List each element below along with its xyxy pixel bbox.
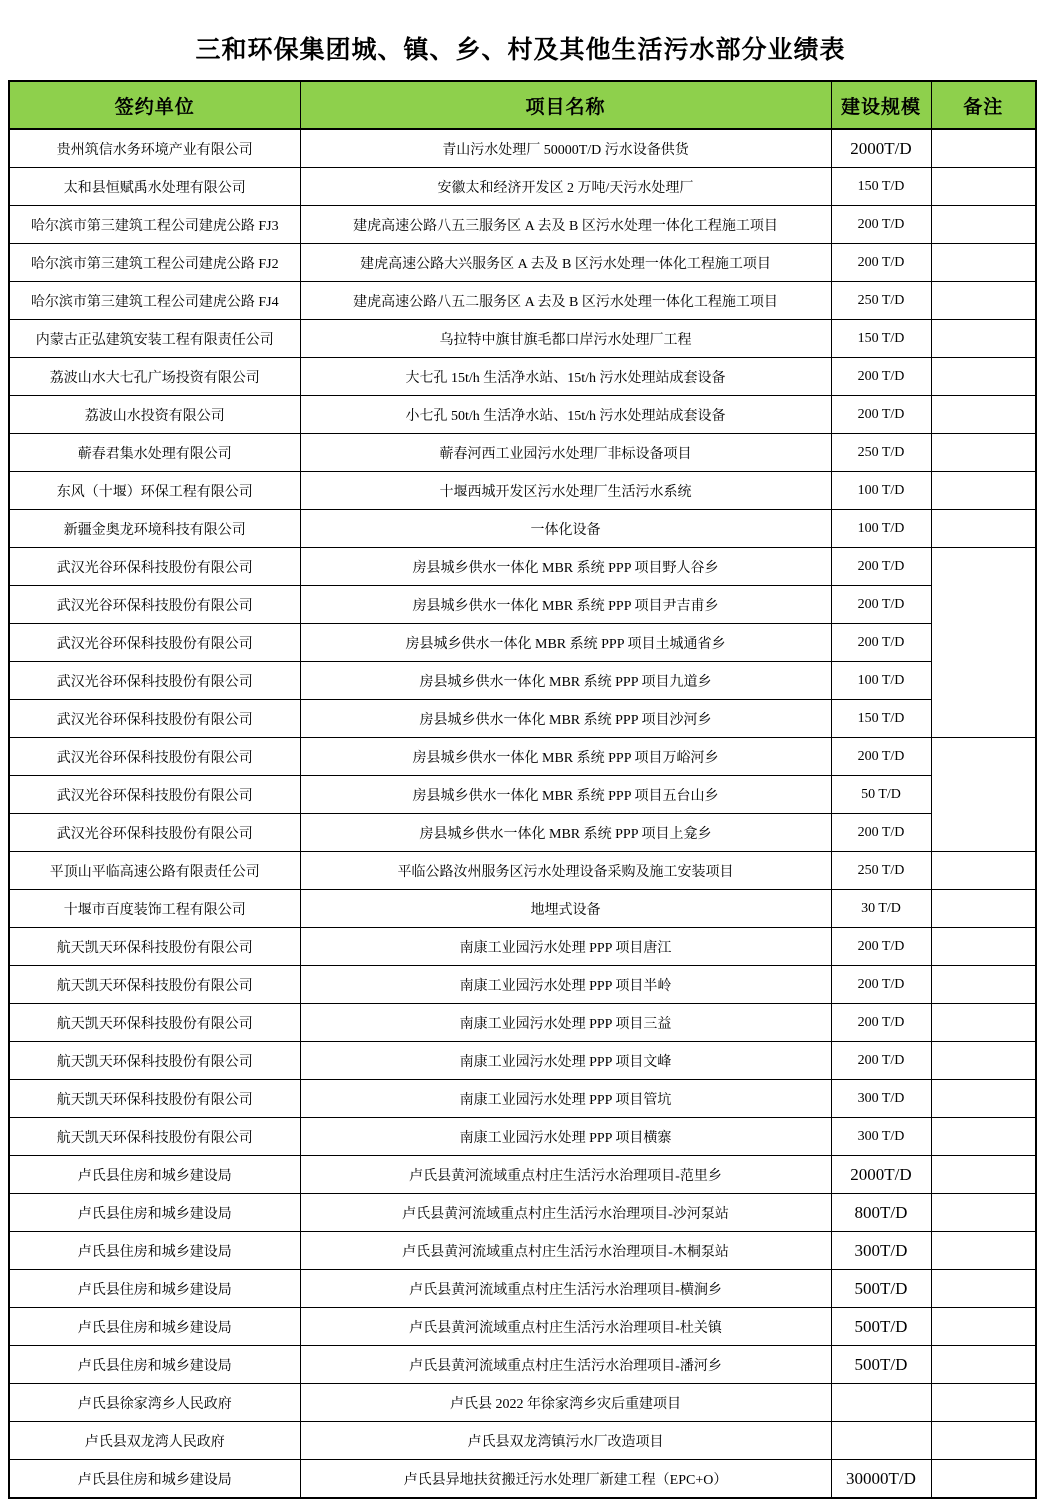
project-cell: 南康工业园污水处理 PPP 项目唐江 <box>300 928 831 966</box>
project-cell: 卢氏县黄河流域重点村庄生活污水治理项目-横涧乡 <box>300 1270 831 1308</box>
table-row <box>9 814 1036 852</box>
company-cell: 哈尔滨市第三建筑工程公司建虎公路 FJ4 <box>9 282 300 320</box>
project-cell: 大七孔 15t/h 生活净水站、15t/h 污水处理站成套设备 <box>300 358 831 396</box>
project-cell: 房县城乡供水一体化 MBR 系统 PPP 项目沙河乡 <box>300 700 831 738</box>
project-cell: 南康工业园污水处理 PPP 项目半岭 <box>300 966 831 1004</box>
table-row <box>9 510 1036 548</box>
company-cell: 航天凯天环保科技股份有限公司 <box>9 1080 300 1118</box>
table-row <box>9 738 1036 776</box>
remark-cell <box>931 966 1036 1004</box>
remark-cell <box>931 1460 1036 1499</box>
company-cell: 武汉光谷环保科技股份有限公司 <box>9 700 300 738</box>
table-row <box>9 1156 1036 1194</box>
project-cell: 房县城乡供水一体化 MBR 系统 PPP 项目上龛乡 <box>300 814 831 852</box>
scale-cell: 250 T/D <box>831 434 931 472</box>
project-cell: 卢氏县黄河流域重点村庄生活污水治理项目-沙河泵站 <box>300 1194 831 1232</box>
remark-cell <box>931 358 1036 396</box>
scale-cell: 200 T/D <box>831 396 931 434</box>
header-row <box>9 81 1036 129</box>
table-row <box>9 1270 1036 1308</box>
remark-cell <box>931 129 1036 168</box>
project-cell: 南康工业园污水处理 PPP 项目文峰 <box>300 1042 831 1080</box>
company-cell: 武汉光谷环保科技股份有限公司 <box>9 624 300 662</box>
table-row <box>9 1422 1036 1460</box>
scale-cell: 150 T/D <box>831 700 931 738</box>
scale-cell: 30000T/D <box>831 1460 931 1499</box>
project-cell: 房县城乡供水一体化 MBR 系统 PPP 项目九道乡 <box>300 662 831 700</box>
scale-cell: 100 T/D <box>831 662 931 700</box>
scale-cell: 500T/D <box>831 1308 931 1346</box>
project-cell: 安徽太和经济开发区 2 万吨/天污水处理厂 <box>300 168 831 206</box>
company-cell: 卢氏县双龙湾人民政府 <box>9 1422 300 1460</box>
scale-cell: 200 T/D <box>831 586 931 624</box>
scale-cell: 300T/D <box>831 1232 931 1270</box>
scale-cell: 2000T/D <box>831 1156 931 1194</box>
table-row <box>9 282 1036 320</box>
company-cell: 哈尔滨市第三建筑工程公司建虎公路 FJ3 <box>9 206 300 244</box>
remark-cell <box>931 1194 1036 1232</box>
remark-cell <box>931 396 1036 434</box>
table-row <box>9 700 1036 738</box>
company-cell: 十堰市百度装饰工程有限公司 <box>9 890 300 928</box>
project-cell: 建虎高速公路八五二服务区 A 去及 B 区污水处理一体化工程施工项目 <box>300 282 831 320</box>
remark-cell <box>931 472 1036 510</box>
company-cell: 航天凯天环保科技股份有限公司 <box>9 1118 300 1156</box>
column-header-project: 项目名称 <box>300 81 831 129</box>
scale-cell: 300 T/D <box>831 1080 931 1118</box>
company-cell: 卢氏县住房和城乡建设局 <box>9 1194 300 1232</box>
company-cell: 荔波山水投资有限公司 <box>9 396 300 434</box>
remark-cell <box>931 928 1036 966</box>
column-header-company: 签约单位 <box>9 81 300 129</box>
table-row <box>9 1004 1036 1042</box>
table-row <box>9 396 1036 434</box>
page-title: 三和环保集团城、镇、乡、村及其他生活污水部分业绩表 <box>195 36 846 64</box>
scale-cell: 200 T/D <box>831 624 931 662</box>
remark-cell <box>931 1308 1036 1346</box>
company-cell: 卢氏县住房和城乡建设局 <box>9 1232 300 1270</box>
scale-cell: 200 T/D <box>831 358 931 396</box>
project-cell: 卢氏县黄河流域重点村庄生活污水治理项目-木桐泵站 <box>300 1232 831 1270</box>
project-cell: 南康工业园污水处理 PPP 项目管坑 <box>300 1080 831 1118</box>
table-row <box>9 548 1036 586</box>
remark-cell <box>931 1118 1036 1156</box>
scale-cell: 200 T/D <box>831 738 931 776</box>
table-row <box>9 1080 1036 1118</box>
remark-cell <box>931 890 1036 928</box>
company-cell: 荔波山水大七孔广场投资有限公司 <box>9 358 300 396</box>
scale-cell: 200 T/D <box>831 548 931 586</box>
company-cell: 太和县恒赋禹水处理有限公司 <box>9 168 300 206</box>
project-cell: 建虎高速公路八五三服务区 A 去及 B 区污水处理一体化工程施工项目 <box>300 206 831 244</box>
company-cell: 航天凯天环保科技股份有限公司 <box>9 1042 300 1080</box>
remark-cell <box>931 1042 1036 1080</box>
project-cell: 房县城乡供水一体化 MBR 系统 PPP 项目尹吉甫乡 <box>300 586 831 624</box>
company-cell: 新疆金奥龙环境科技有限公司 <box>9 510 300 548</box>
scale-cell: 200 T/D <box>831 966 931 1004</box>
scale-cell: 800T/D <box>831 1194 931 1232</box>
project-cell: 卢氏县双龙湾镇污水厂改造项目 <box>300 1422 831 1460</box>
scale-cell: 100 T/D <box>831 472 931 510</box>
scale-cell: 30 T/D <box>831 890 931 928</box>
remark-cell <box>931 1080 1036 1118</box>
project-cell: 青山污水处理厂 50000T/D 污水设备供货 <box>300 129 831 168</box>
project-cell: 建虎高速公路大兴服务区 A 去及 B 区污水处理一体化工程施工项目 <box>300 244 831 282</box>
company-cell: 航天凯天环保科技股份有限公司 <box>9 966 300 1004</box>
company-cell: 平顶山平临高速公路有限责任公司 <box>9 852 300 890</box>
scale-cell: 500T/D <box>831 1346 931 1384</box>
table-row <box>9 129 1036 168</box>
remark-cell <box>931 206 1036 244</box>
remark-cell <box>931 738 1036 852</box>
project-cell: 一体化设备 <box>300 510 831 548</box>
project-cell: 卢氏县黄河流域重点村庄生活污水治理项目-杜关镇 <box>300 1308 831 1346</box>
table-row <box>9 1384 1036 1422</box>
table-row <box>9 168 1036 206</box>
table-row <box>9 1232 1036 1270</box>
table-body <box>9 129 1036 1498</box>
scale-cell <box>831 1422 931 1460</box>
performance-table <box>8 80 1037 1499</box>
project-cell: 房县城乡供水一体化 MBR 系统 PPP 项目五台山乡 <box>300 776 831 814</box>
table-row <box>9 776 1036 814</box>
scale-cell: 500T/D <box>831 1270 931 1308</box>
remark-cell <box>931 282 1036 320</box>
scale-cell: 150 T/D <box>831 320 931 358</box>
company-cell: 卢氏县徐家湾乡人民政府 <box>9 1384 300 1422</box>
project-cell: 小七孔 50t/h 生活净水站、15t/h 污水处理站成套设备 <box>300 396 831 434</box>
company-cell: 卢氏县住房和城乡建设局 <box>9 1308 300 1346</box>
scale-cell: 250 T/D <box>831 852 931 890</box>
remark-cell <box>931 510 1036 548</box>
scale-cell: 200 T/D <box>831 1004 931 1042</box>
company-cell: 武汉光谷环保科技股份有限公司 <box>9 662 300 700</box>
scale-cell: 200 T/D <box>831 206 931 244</box>
company-cell: 卢氏县住房和城乡建设局 <box>9 1270 300 1308</box>
company-cell: 东风（十堰）环保工程有限公司 <box>9 472 300 510</box>
table-row <box>9 1042 1036 1080</box>
remark-cell <box>931 320 1036 358</box>
remark-cell <box>931 1422 1036 1460</box>
remark-cell <box>931 852 1036 890</box>
project-cell: 房县城乡供水一体化 MBR 系统 PPP 项目土城通省乡 <box>300 624 831 662</box>
table-row <box>9 244 1036 282</box>
table-row <box>9 1118 1036 1156</box>
remark-cell <box>931 1270 1036 1308</box>
project-cell: 平临公路汝州服务区污水处理设备采购及施工安装项目 <box>300 852 831 890</box>
table-header <box>9 81 1036 129</box>
remark-cell <box>931 244 1036 282</box>
table-row <box>9 1194 1036 1232</box>
company-cell: 卢氏县住房和城乡建设局 <box>9 1346 300 1384</box>
company-cell: 卢氏县住房和城乡建设局 <box>9 1460 300 1499</box>
project-cell: 地埋式设备 <box>300 890 831 928</box>
scale-cell: 2000T/D <box>831 129 931 168</box>
project-cell: 卢氏县黄河流域重点村庄生活污水治理项目-潘河乡 <box>300 1346 831 1384</box>
project-cell: 卢氏县 2022 年徐家湾乡灾后重建项目 <box>300 1384 831 1422</box>
remark-cell <box>931 548 1036 738</box>
project-cell: 卢氏县异地扶贫搬迁污水处理厂新建工程（EPC+O） <box>300 1460 831 1499</box>
scale-cell: 150 T/D <box>831 168 931 206</box>
table-row <box>9 852 1036 890</box>
table-row <box>9 434 1036 472</box>
project-cell: 十堰西城开发区污水处理厂生活污水系统 <box>300 472 831 510</box>
table-row <box>9 1346 1036 1384</box>
company-cell: 武汉光谷环保科技股份有限公司 <box>9 738 300 776</box>
scale-cell: 200 T/D <box>831 814 931 852</box>
scale-cell: 100 T/D <box>831 510 931 548</box>
project-cell: 南康工业园污水处理 PPP 项目三益 <box>300 1004 831 1042</box>
table-row <box>9 1460 1036 1499</box>
scale-cell: 200 T/D <box>831 928 931 966</box>
remark-cell <box>931 1232 1036 1270</box>
column-header-scale: 建设规模 <box>831 81 931 129</box>
table-row <box>9 928 1036 966</box>
scale-cell: 250 T/D <box>831 282 931 320</box>
project-cell: 房县城乡供水一体化 MBR 系统 PPP 项目野人谷乡 <box>300 548 831 586</box>
table-row <box>9 472 1036 510</box>
table-row <box>9 890 1036 928</box>
company-cell: 蕲春君集水处理有限公司 <box>9 434 300 472</box>
company-cell: 贵州筑信水务环境产业有限公司 <box>9 129 300 168</box>
project-cell: 南康工业园污水处理 PPP 项目横寨 <box>300 1118 831 1156</box>
scale-cell: 200 T/D <box>831 244 931 282</box>
remark-cell <box>931 1004 1036 1042</box>
table-row <box>9 1308 1036 1346</box>
remark-cell <box>931 434 1036 472</box>
table-row <box>9 586 1036 624</box>
remark-cell <box>931 1384 1036 1422</box>
company-cell: 武汉光谷环保科技股份有限公司 <box>9 548 300 586</box>
table-row <box>9 206 1036 244</box>
company-cell: 哈尔滨市第三建筑工程公司建虎公路 FJ2 <box>9 244 300 282</box>
remark-cell <box>931 1346 1036 1384</box>
remark-cell <box>931 168 1036 206</box>
scale-cell: 200 T/D <box>831 1042 931 1080</box>
scale-cell: 300 T/D <box>831 1118 931 1156</box>
company-cell: 武汉光谷环保科技股份有限公司 <box>9 586 300 624</box>
project-cell: 卢氏县黄河流域重点村庄生活污水治理项目-范里乡 <box>300 1156 831 1194</box>
company-cell: 内蒙古正弘建筑安装工程有限责任公司 <box>9 320 300 358</box>
company-cell: 航天凯天环保科技股份有限公司 <box>9 1004 300 1042</box>
company-cell: 卢氏县住房和城乡建设局 <box>9 1156 300 1194</box>
project-cell: 房县城乡供水一体化 MBR 系统 PPP 项目万峪河乡 <box>300 738 831 776</box>
table-row <box>9 358 1036 396</box>
company-cell: 航天凯天环保科技股份有限公司 <box>9 928 300 966</box>
project-cell: 蕲春河西工业园污水处理厂非标设备项目 <box>300 434 831 472</box>
scale-cell: 50 T/D <box>831 776 931 814</box>
column-header-remark: 备注 <box>931 81 1036 129</box>
table-row <box>9 966 1036 1004</box>
remark-cell <box>931 1156 1036 1194</box>
company-cell: 武汉光谷环保科技股份有限公司 <box>9 814 300 852</box>
company-cell: 武汉光谷环保科技股份有限公司 <box>9 776 300 814</box>
table-row <box>9 624 1036 662</box>
table-row <box>9 320 1036 358</box>
table-row <box>9 662 1036 700</box>
scale-cell <box>831 1384 931 1422</box>
project-cell: 乌拉特中旗甘旗毛都口岸污水处理厂工程 <box>300 320 831 358</box>
